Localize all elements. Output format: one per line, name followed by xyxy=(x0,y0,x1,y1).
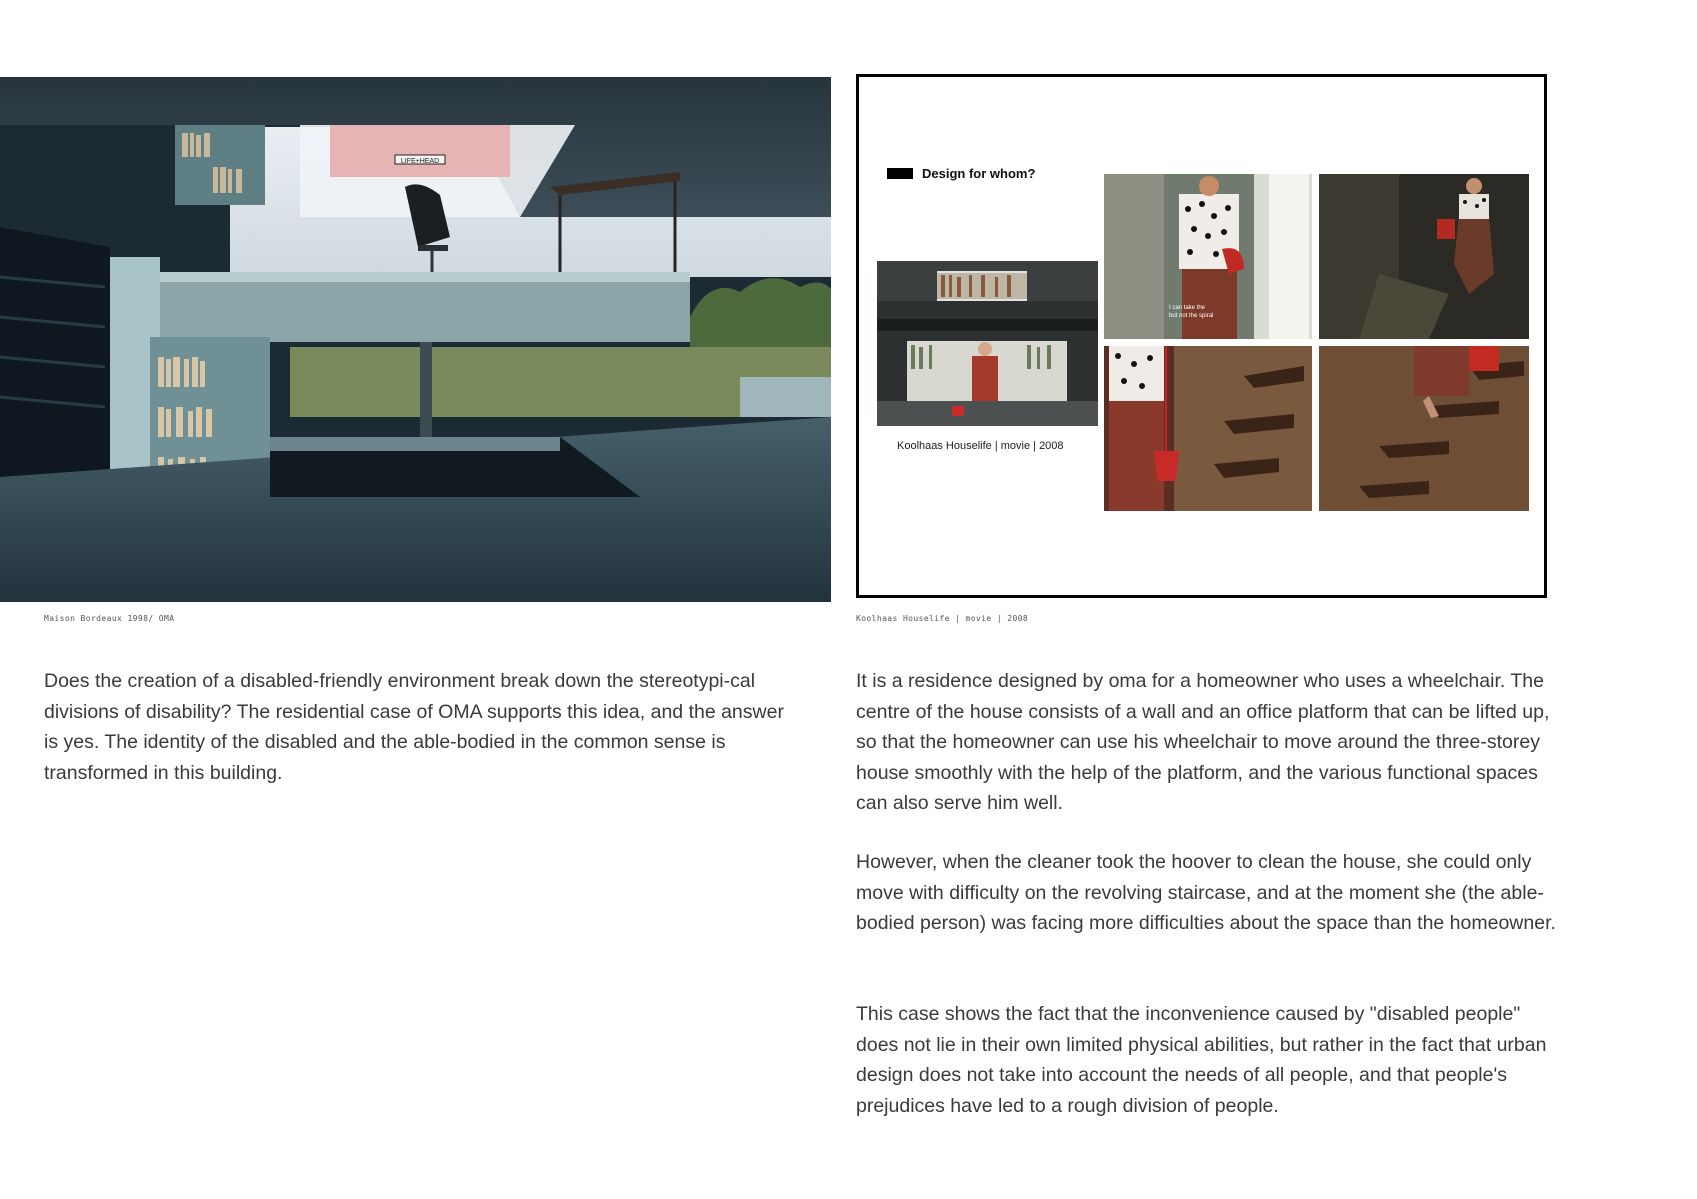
right-figure-caption: Koolhaas Houselife | movie | 2008 xyxy=(856,614,1029,623)
houselife-slide xyxy=(856,74,1547,598)
slide-heading-text: Design for whom? xyxy=(922,166,1036,181)
left-figure-caption: Maison Bordeaux 1998/ OMA xyxy=(44,614,175,623)
subtitle-line-1: I can take the xyxy=(1169,305,1206,311)
slide-heading xyxy=(887,166,1035,181)
cleaner-hallway-thumb xyxy=(1104,174,1312,339)
left-paragraph: Does the creation of a disabled-friendly environment break down the stereotypi-cal divisions of disability? The residential case of OMA supports this idea, and the answer is yes. The identity of the disabled and the able-bodied in the common sense is transformed in this building. xyxy=(44,670,784,784)
right-paragraph-1: It is a residence designed by oma for a homeowner who uses a wheelchair. The centre of the house consists of a wall and an office platform that can be lifted up, so that the homeowner can use his wheelchair to move around the three-storey house smoothly with the help of the platform, and the various functional spaces can also serve him well. xyxy=(856,670,1550,814)
maison-bordeaux-photo xyxy=(0,77,831,602)
slide-thumb-caption: Koolhaas Houselife | movie | 2008 xyxy=(897,440,1064,452)
cleaner-climbing-thumb xyxy=(1319,346,1529,511)
heading-bar-icon xyxy=(887,168,913,179)
cleaner-spiral-top-thumb xyxy=(1319,174,1529,339)
subtitle-line-2: but not the spiral xyxy=(1169,313,1214,319)
poster-text: LIFE+HEAD xyxy=(400,158,440,165)
right-paragraph-2: However, when the cleaner took the hoover to clean the house, she could only move with difficulty on the revolving staircase, and at the moment she (the able-bodied person) was facing more difficulties about the space than the homeowner. xyxy=(856,851,1556,934)
cleaner-bucket-thumb xyxy=(1104,346,1312,511)
right-paragraph-3: This case shows the fact that the inconvenience caused by "disabled people" does not lie in their own limited physical abilities, but rather in the fact that urban design does not take into account the needs of all people, and that people's prejudices have led to a rough division of people. xyxy=(856,1003,1547,1117)
houselife-main-thumb xyxy=(877,261,1098,426)
